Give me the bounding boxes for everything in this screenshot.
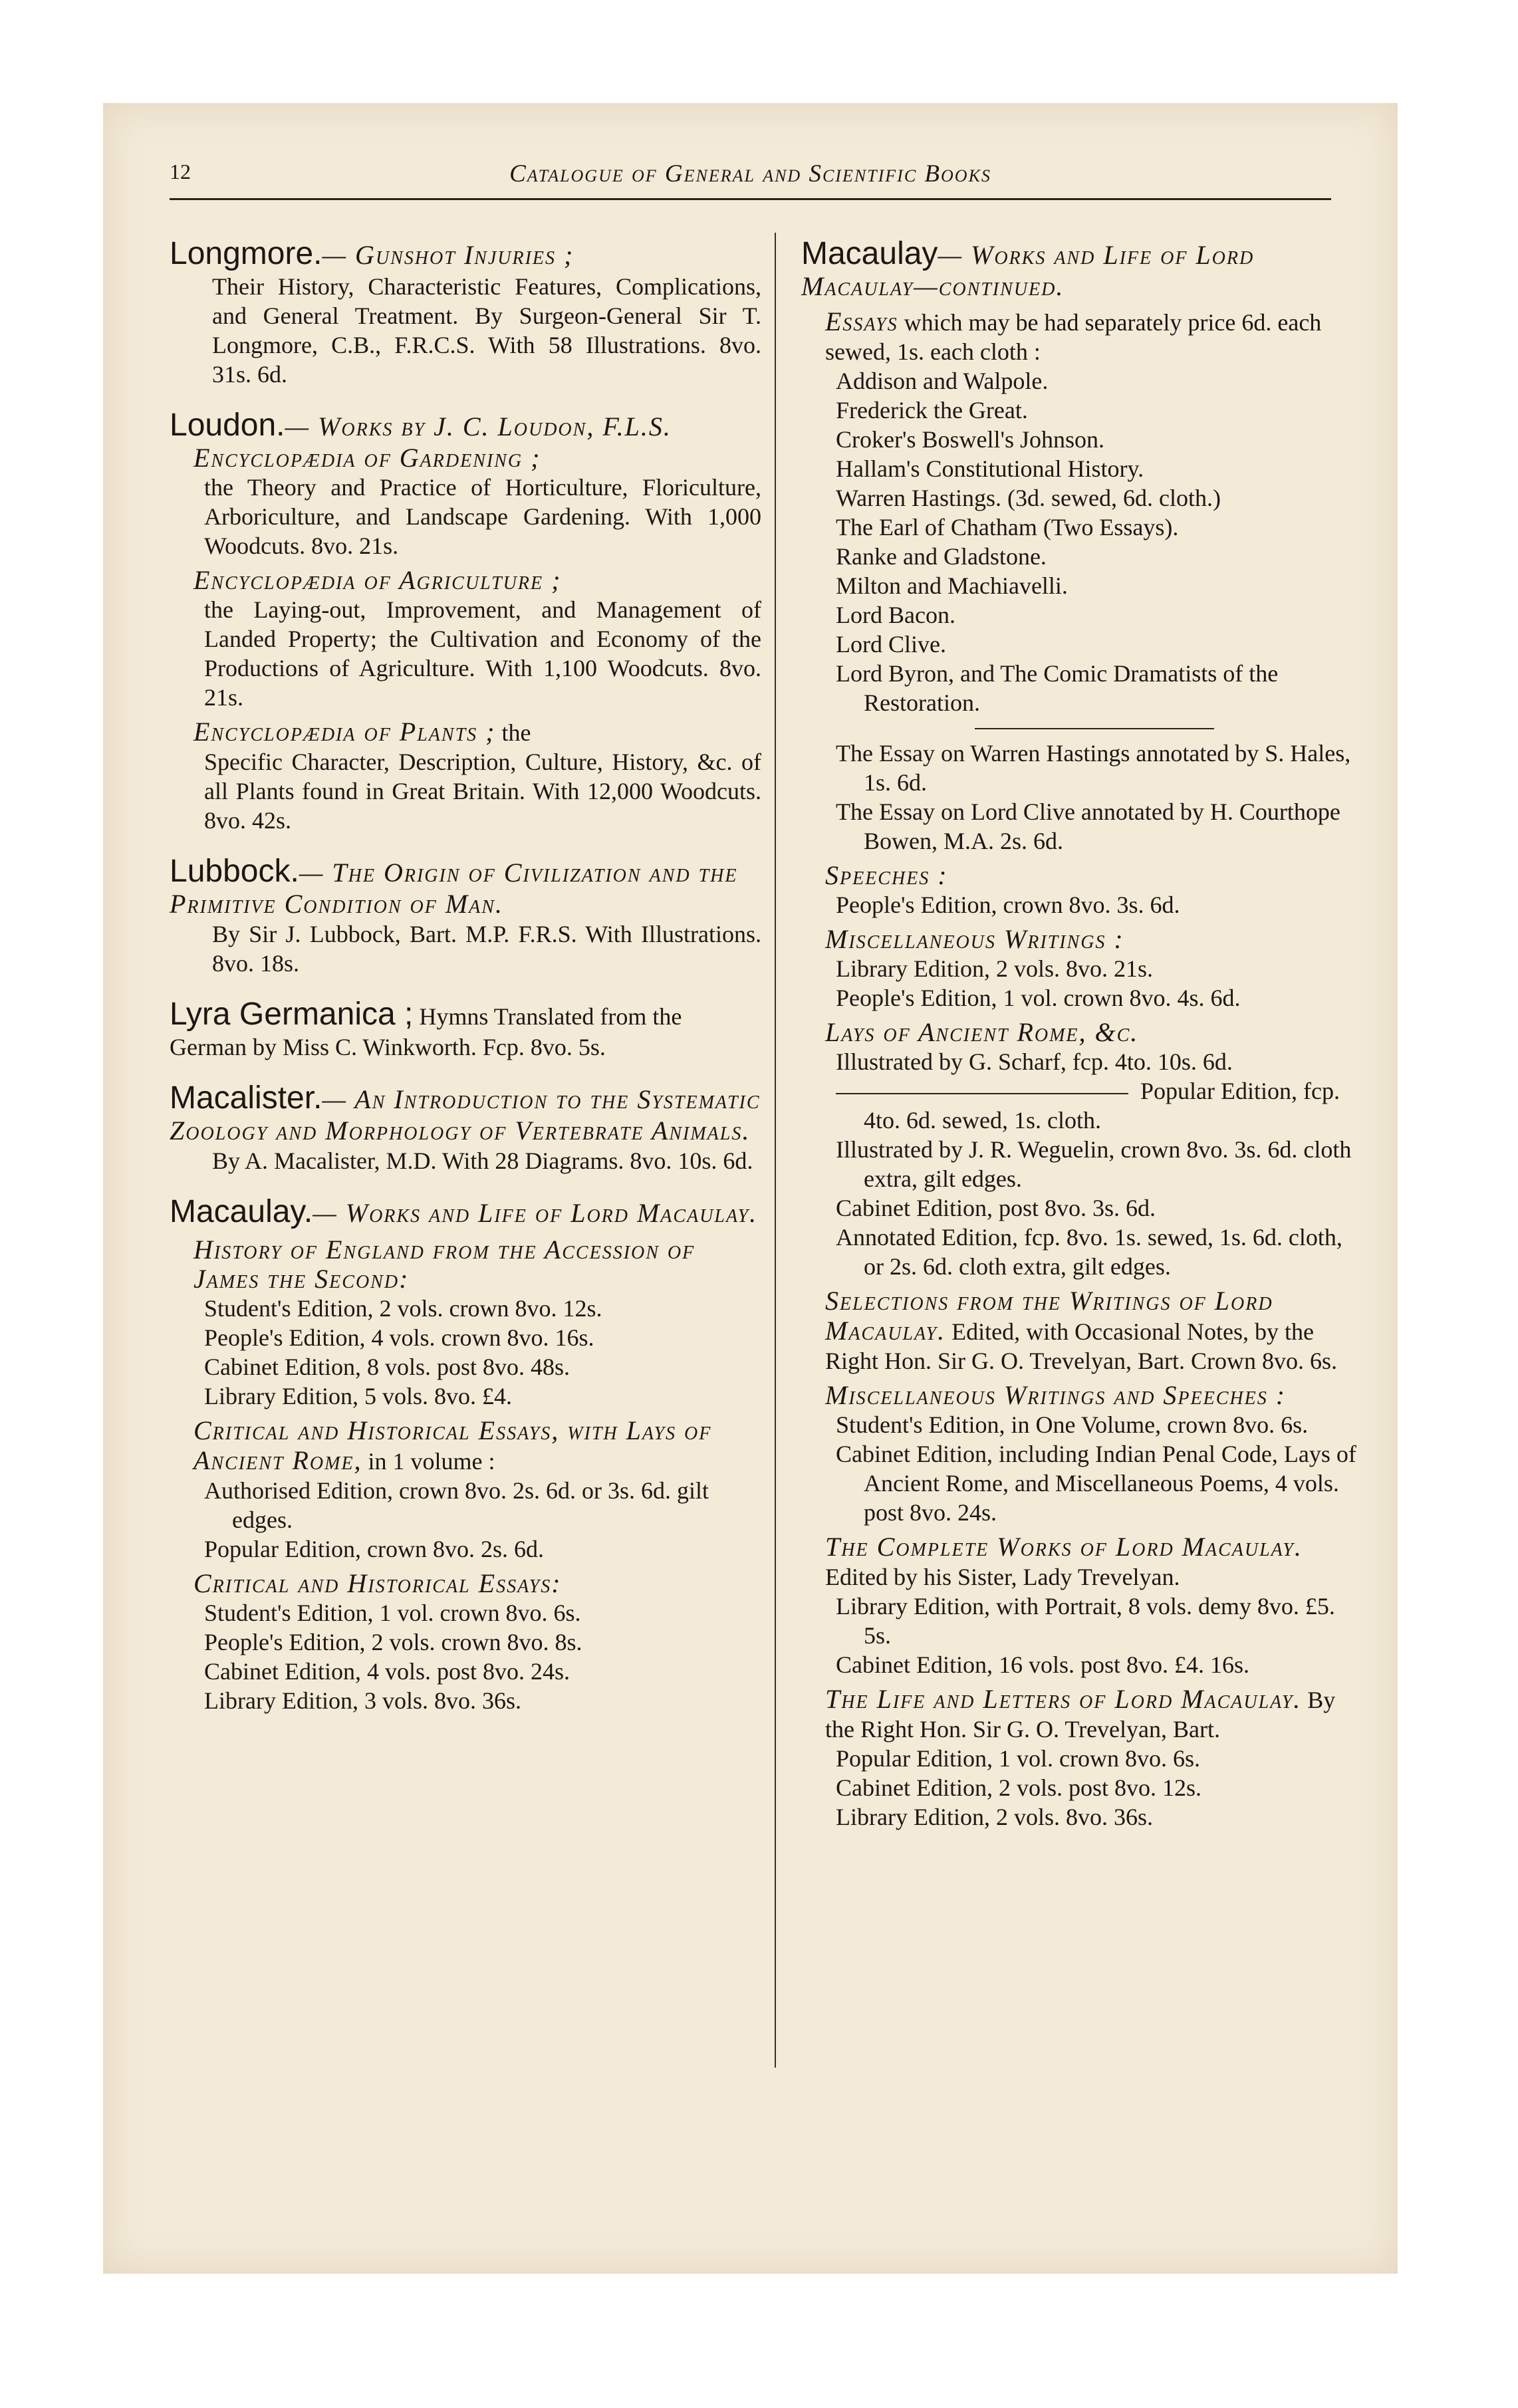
author-name: Macalister.	[170, 1080, 322, 1116]
edition-line: People's Edition, 2 vols. crown 8vo. 8s.	[204, 1629, 582, 1655]
ditto-rule	[836, 1093, 1128, 1094]
sub-work-description: the Laying-out, Improvement, and Management of Landed Property; the Cultivation and Economy of the Productions of Agriculture. With 1,100 Woodcuts. 8vo. 21s.	[204, 596, 761, 711]
entry-macalister	[170, 1080, 761, 1175]
entry-description: By A. Macalister, M.D. With 28 Diagrams. 8vo. 10s. 6d.	[212, 1147, 753, 1174]
edition-line: Cabinet Edition, including Indian Penal Code, Lays of Ancient Rome, and Miscellaneous Poems, 4 vols. post 8vo. 24s.	[836, 1441, 1356, 1526]
work-title: — Works and Life of Lord Macaulay.	[313, 1198, 758, 1228]
edition-line: Annotated Edition, fcp. 8vo. 1s. sewed, 1s. 6d. cloth, or 2s. 6d. cloth extra, gilt edges.	[836, 1224, 1342, 1280]
essay-item: Lord Byron, and The Comic Dramatists of the Restoration.	[836, 660, 1279, 716]
inline-text: which may be had separately price 6d. each sewed, 1s. each cloth :	[825, 309, 1322, 365]
loudon-work	[170, 566, 761, 712]
inline-text: the	[501, 719, 531, 746]
sub-work-title: The Life and Letters of Lord Macaulay.	[825, 1684, 1302, 1714]
catalogue-page	[103, 103, 1398, 2274]
sub-work-description: Specific Character, Description, Culture, History, &c. of all Plants found in Great Britain. With 12,000 Woodcuts. 8vo. 42s.	[204, 749, 761, 834]
sub-work-title: Miscellaneous Writings and Speeches :	[825, 1380, 1287, 1410]
sub-work-title: Critical and Historical Essays:	[193, 1568, 562, 1598]
loudon-work	[170, 717, 761, 835]
work-title: Hymns Translated from the German by Miss C. Winkworth. Fcp. 8vo. 5s.	[170, 1003, 682, 1060]
edition-line: Cabinet Edition, 2 vols. post 8vo. 12s.	[836, 1774, 1202, 1801]
work-title: — An Introduction to the Systematic Zoology and Morphology of Vertebrate Animals.	[170, 1084, 761, 1145]
annotated-essay: The Essay on Lord Clive annotated by H. Courthope Bowen, M.A. 2s. 6d.	[836, 798, 1340, 854]
edition-line: Illustrated by G. Scharf, fcp. 4to. 10s. 6d.	[836, 1048, 1233, 1075]
entry-macaulay-continued	[801, 236, 1363, 1832]
sub-work-title: Speeches :	[825, 860, 948, 890]
author-name: Macaulay	[801, 236, 938, 271]
critical-essays	[170, 1569, 761, 1715]
entry-description: Their History, Characteristic Features, Complications, and General Treatment. By Surgeon-General Sir T. Longmore, C.B., F.R.C.S. With 58 Illustrations. 8vo. 31s. 6d.	[212, 273, 761, 388]
edition-line: Cabinet Edition, 8 vols. post 8vo. 48s.	[204, 1354, 570, 1380]
edition-line: Library Edition, 2 vols. 8vo. 21s.	[836, 955, 1153, 982]
entry-description: By Sir J. Lubbock, Bart. M.P. F.R.S. With Illustrations. 8vo. 18s.	[212, 921, 761, 977]
author-name: Loudon.	[170, 408, 285, 443]
sub-work-title: Lays of Ancient Rome, &c.	[825, 1017, 1139, 1047]
author-name: Lyra Germanica ;	[170, 997, 414, 1032]
lays-of-ancient-rome	[801, 1018, 1363, 1281]
edition-line: Cabinet Edition, 4 vols. post 8vo. 24s.	[204, 1658, 570, 1685]
sub-work-title: Critical and Historical Essays, with Lays of Ancient Rome,	[193, 1415, 712, 1475]
edition-line: Student's Edition, 1 vol. crown 8vo. 6s.	[204, 1600, 581, 1626]
author-name: Longmore.	[170, 236, 322, 271]
inline-text: Edited, with Occasional Notes, by the Right Hon. Sir G. O. Trevelyan, Bart. Crown 8vo. 6s.	[825, 1318, 1338, 1374]
history-of-england	[170, 1235, 761, 1411]
sub-work-title: Essays	[825, 306, 898, 336]
right-column	[801, 236, 1363, 1850]
sub-work-title: Encyclopædia of Gardening ;	[193, 443, 541, 473]
essays	[801, 307, 1363, 856]
left-column	[170, 236, 761, 1734]
section-rule	[975, 728, 1214, 729]
complete-works	[801, 1532, 1363, 1679]
essay-item: Croker's Boswell's Johnson.	[836, 426, 1104, 453]
edition-line: Library Edition, 3 vols. 8vo. 36s.	[204, 1687, 521, 1714]
edition-line: Student's Edition, in One Volume, crown 8vo. 6s.	[836, 1411, 1309, 1438]
speeches	[801, 861, 1363, 919]
edition-line: Popular Edition, 1 vol. crown 8vo. 6s.	[836, 1745, 1200, 1772]
work-title: — The Origin of Civilization and the Primitive Condition of Man.	[170, 858, 738, 919]
inline-text: Edited by his Sister, Lady Trevelyan.	[825, 1564, 1180, 1590]
entry-macaulay	[170, 1194, 761, 1715]
entry-lubbock	[170, 854, 761, 978]
edition-line: Illustrated by J. R. Weguelin, crown 8vo. 3s. 6d. cloth extra, gilt edges.	[836, 1136, 1352, 1192]
running-head: Catalogue of General and Scientific Books	[509, 160, 991, 187]
inline-text: in 1 volume :	[368, 1448, 495, 1475]
author-name: Lubbock.	[170, 854, 299, 889]
essay-item: Lord Bacon.	[836, 602, 955, 628]
entry-lyra-germanica	[170, 997, 761, 1062]
column-divider	[775, 233, 776, 2068]
miscellaneous-writings	[801, 925, 1363, 1013]
annotated-essay: The Essay on Warren Hastings annotated by S. Hales, 1s. 6d.	[836, 740, 1351, 796]
sub-work-description: the Theory and Practice of Horticulture, Floriculture, Arboriculture, and Landscape Gardening. With 1,000 Woodcuts. 8vo. 21s.	[204, 474, 761, 559]
sub-work-title: Encyclopædia of Agriculture ;	[193, 565, 562, 595]
selections	[801, 1286, 1363, 1376]
edition-line: People's Edition, 4 vols. crown 8vo. 16s.	[204, 1324, 594, 1351]
essay-item: Warren Hastings. (3d. sewed, 6d. cloth.)	[836, 485, 1221, 511]
life-and-letters	[801, 1685, 1363, 1832]
sub-work-title: Miscellaneous Writings :	[825, 924, 1124, 954]
essay-item: Milton and Machiavelli.	[836, 572, 1068, 599]
edition-line: People's Edition, crown 8vo. 3s. 6d.	[836, 892, 1180, 918]
essay-item: The Earl of Chatham (Two Essays).	[836, 514, 1179, 541]
edition-line: Student's Edition, 2 vols. crown 8vo. 12s.	[204, 1295, 602, 1322]
entry-loudon	[170, 408, 761, 835]
essay-item: Lord Clive.	[836, 631, 946, 658]
sub-work-title: History of England from the Accession of James the Second:	[193, 1235, 696, 1294]
miscellaneous-writings-speeches	[801, 1381, 1363, 1527]
essay-item: Ranke and Gladstone.	[836, 543, 1047, 570]
inline-text: By the Right Hon. Sir G. O. Trevelyan, Bart.	[825, 1687, 1336, 1743]
work-title: — Gunshot Injuries ;	[322, 240, 574, 270]
author-name: Macaulay.	[170, 1194, 313, 1229]
essay-item: Frederick the Great.	[836, 397, 1028, 423]
edition-line: Cabinet Edition, post 8vo. 3s. 6d.	[836, 1195, 1156, 1221]
entry-longmore	[170, 236, 761, 389]
essay-item: Addison and Walpole.	[836, 368, 1049, 394]
edition-line: Popular Edition, fcp. 4to. 6d. sewed, 1s. cloth.	[825, 1076, 1363, 1135]
edition-line: People's Edition, 1 vol. crown 8vo. 4s. 6d.	[836, 985, 1241, 1011]
work-title: — Works by J. C. Loudon, F.L.S.	[285, 412, 672, 441]
edition-line: Library Edition, with Portrait, 8 vols. demy 8vo. £5. 5s.	[836, 1593, 1335, 1649]
sub-work-title: Selections from the Writings of Lord Macaulay.	[825, 1286, 1273, 1346]
loudon-work	[170, 443, 761, 560]
header-rule	[170, 198, 1331, 200]
sub-work-title: The Complete Works of Lord Macaulay.	[825, 1532, 1303, 1562]
edition-line: Cabinet Edition, 16 vols. post 8vo. £4. 16s.	[836, 1651, 1250, 1678]
edition-line: Library Edition, 2 vols. 8vo. 36s.	[836, 1804, 1153, 1830]
sub-work-title: Encyclopædia of Plants ;	[193, 717, 496, 747]
essay-item: Hallam's Constitutional History.	[836, 455, 1144, 482]
page-number: 12	[170, 160, 191, 183]
work-title: — Works and Life of Lord Macaulay—continued.	[801, 240, 1255, 301]
critical-essays-with-lays	[170, 1416, 761, 1564]
edition-line: Popular Edition, crown 8vo. 2s. 6d.	[204, 1536, 544, 1562]
edition-line: Library Edition, 5 vols. 8vo. £4.	[204, 1383, 512, 1409]
edition-line: Authorised Edition, crown 8vo. 2s. 6d. or 3s. 6d. gilt edges.	[204, 1477, 709, 1533]
